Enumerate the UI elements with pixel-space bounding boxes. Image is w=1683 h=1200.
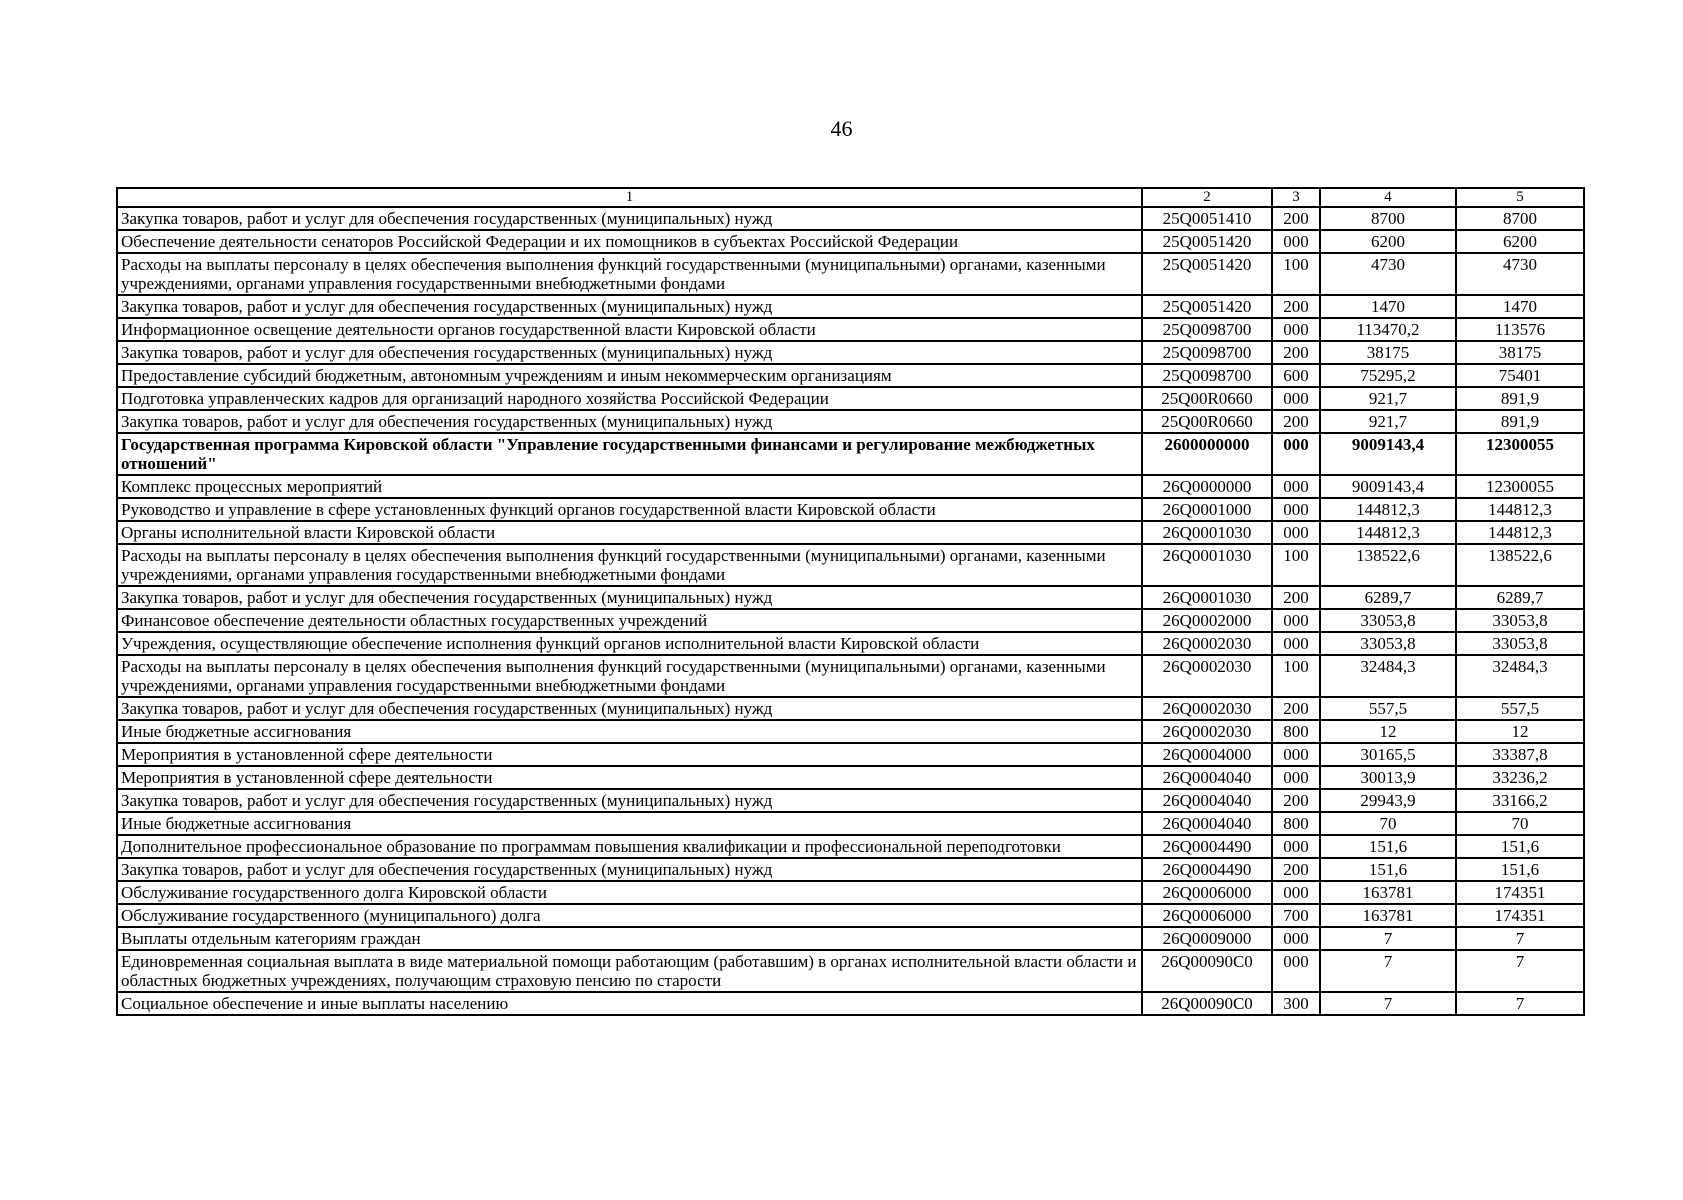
row-kvr-cell: 200 [1272, 789, 1320, 812]
table-row [117, 697, 1584, 720]
row-kvr-cell: 000 [1272, 766, 1320, 789]
row-code-cell: 25Q0051410 [1142, 207, 1272, 230]
row-value-1-cell: 7 [1320, 927, 1456, 950]
row-name-cell: Выплаты отдельным категориям граждан [117, 927, 1142, 950]
row-code-cell: 26Q0002030 [1142, 720, 1272, 743]
row-value-1-cell: 33053,8 [1320, 609, 1456, 632]
table-row [117, 433, 1584, 475]
row-code-cell: 26Q0001030 [1142, 521, 1272, 544]
row-name-cell: Финансовое обеспечение деятельности областных государственных учреждений [117, 609, 1142, 632]
table-row [117, 253, 1584, 295]
row-value-1-cell: 7 [1320, 950, 1456, 992]
row-name-cell: Закупка товаров, работ и услуг для обеспечения государственных (муниципальных) нужд [117, 410, 1142, 433]
row-value-1-cell: 33053,8 [1320, 632, 1456, 655]
row-value-1-cell: 113470,2 [1320, 318, 1456, 341]
row-value-2-cell: 38175 [1456, 341, 1584, 364]
row-code-cell: 25Q0098700 [1142, 341, 1272, 364]
table-row [117, 812, 1584, 835]
row-code-cell: 26Q0001030 [1142, 544, 1272, 586]
table-row [117, 881, 1584, 904]
row-value-1-cell: 6289,7 [1320, 586, 1456, 609]
table-row [117, 387, 1584, 410]
row-kvr-cell: 000 [1272, 927, 1320, 950]
row-code-cell: 26Q0004490 [1142, 835, 1272, 858]
row-value-2-cell: 33053,8 [1456, 632, 1584, 655]
row-kvr-cell: 000 [1272, 881, 1320, 904]
row-kvr-cell: 200 [1272, 341, 1320, 364]
table-row [117, 950, 1584, 992]
row-value-2-cell: 12300055 [1456, 433, 1584, 475]
row-name-cell: Обслуживание государственного долга Кировской области [117, 881, 1142, 904]
row-value-1-cell: 163781 [1320, 881, 1456, 904]
row-kvr-cell: 200 [1272, 410, 1320, 433]
row-code-cell: 26Q0002000 [1142, 609, 1272, 632]
row-value-2-cell: 891,9 [1456, 410, 1584, 433]
table-row [117, 207, 1584, 230]
row-name-cell: Закупка товаров, работ и услуг для обеспечения государственных (муниципальных) нужд [117, 697, 1142, 720]
row-value-1-cell: 921,7 [1320, 387, 1456, 410]
row-name-cell: Иные бюджетные ассигнования [117, 812, 1142, 835]
row-value-1-cell: 70 [1320, 812, 1456, 835]
row-value-1-cell: 30013,9 [1320, 766, 1456, 789]
row-value-1-cell: 32484,3 [1320, 655, 1456, 697]
row-kvr-cell: 800 [1272, 812, 1320, 835]
row-kvr-cell: 300 [1272, 992, 1320, 1015]
row-value-2-cell: 113576 [1456, 318, 1584, 341]
row-value-1-cell: 9009143,4 [1320, 475, 1456, 498]
row-code-cell: 26Q0009000 [1142, 927, 1272, 950]
row-code-cell: 25Q0051420 [1142, 230, 1272, 253]
row-kvr-cell: 000 [1272, 387, 1320, 410]
row-value-2-cell: 144812,3 [1456, 521, 1584, 544]
row-value-2-cell: 4730 [1456, 253, 1584, 295]
row-name-cell: Закупка товаров, работ и услуг для обеспечения государственных (муниципальных) нужд [117, 341, 1142, 364]
row-kvr-cell: 200 [1272, 295, 1320, 318]
row-value-2-cell: 174351 [1456, 881, 1584, 904]
row-name-cell: Социальное обеспечение и иные выплаты населению [117, 992, 1142, 1015]
row-value-1-cell: 151,6 [1320, 835, 1456, 858]
row-value-2-cell: 33166,2 [1456, 789, 1584, 812]
row-code-cell: 26Q00090C0 [1142, 950, 1272, 992]
row-name-cell: Закупка товаров, работ и услуг для обеспечения государственных (муниципальных) нужд [117, 586, 1142, 609]
row-name-cell: Закупка товаров, работ и услуг для обеспечения государственных (муниципальных) нужд [117, 858, 1142, 881]
row-code-cell: 26Q0002030 [1142, 632, 1272, 655]
table-row [117, 364, 1584, 387]
table-row [117, 927, 1584, 950]
row-value-1-cell: 4730 [1320, 253, 1456, 295]
table-row [117, 295, 1584, 318]
row-code-cell: 25Q00R0660 [1142, 387, 1272, 410]
table-row [117, 475, 1584, 498]
row-value-2-cell: 8700 [1456, 207, 1584, 230]
row-value-1-cell: 1470 [1320, 295, 1456, 318]
row-kvr-cell: 000 [1272, 318, 1320, 341]
table-row [117, 498, 1584, 521]
row-kvr-cell: 000 [1272, 632, 1320, 655]
row-name-cell: Расходы на выплаты персоналу в целях обеспечения выполнения функций государственными (муниципальными) органами, казенными учреждениями, органами управления государственными внебюджетными фондами [117, 253, 1142, 295]
row-code-cell: 26Q0001030 [1142, 586, 1272, 609]
row-value-1-cell: 30165,5 [1320, 743, 1456, 766]
row-name-cell: Учреждения, осуществляющие обеспечение исполнения функций органов исполнительной власти Кировской области [117, 632, 1142, 655]
row-code-cell: 26Q0002030 [1142, 697, 1272, 720]
row-kvr-cell: 200 [1272, 697, 1320, 720]
row-kvr-cell: 000 [1272, 521, 1320, 544]
row-kvr-cell: 200 [1272, 207, 1320, 230]
row-value-1-cell: 7 [1320, 992, 1456, 1015]
row-name-cell: Мероприятия в установленной сфере деятельности [117, 766, 1142, 789]
row-value-2-cell: 7 [1456, 992, 1584, 1015]
row-code-cell: 2600000000 [1142, 433, 1272, 475]
row-name-cell: Органы исполнительной власти Кировской области [117, 521, 1142, 544]
row-name-cell: Мероприятия в установленной сфере деятельности [117, 743, 1142, 766]
row-value-1-cell: 38175 [1320, 341, 1456, 364]
row-kvr-cell: 000 [1272, 743, 1320, 766]
header-cell-1: 1 [117, 188, 1142, 207]
row-kvr-cell: 800 [1272, 720, 1320, 743]
row-value-2-cell: 12 [1456, 720, 1584, 743]
row-value-1-cell: 29943,9 [1320, 789, 1456, 812]
row-value-1-cell: 163781 [1320, 904, 1456, 927]
row-name-cell: Расходы на выплаты персоналу в целях обеспечения выполнения функций государственными (муниципальными) органами, казенными учреждениями, органами управления государственными внебюджетными фондами [117, 655, 1142, 697]
table-row [117, 992, 1584, 1015]
row-value-1-cell: 6200 [1320, 230, 1456, 253]
row-kvr-cell: 000 [1272, 950, 1320, 992]
table-row [117, 904, 1584, 927]
row-code-cell: 26Q0004040 [1142, 766, 1272, 789]
table-row [117, 586, 1584, 609]
table-row [117, 789, 1584, 812]
header-cell-2: 2 [1142, 188, 1272, 207]
row-name-cell: Обслуживание государственного (муниципального) долга [117, 904, 1142, 927]
row-value-2-cell: 1470 [1456, 295, 1584, 318]
row-name-cell: Информационное освещение деятельности органов государственной власти Кировской области [117, 318, 1142, 341]
table-row [117, 521, 1584, 544]
row-code-cell: 26Q0000000 [1142, 475, 1272, 498]
row-kvr-cell: 000 [1272, 609, 1320, 632]
row-kvr-cell: 100 [1272, 655, 1320, 697]
row-name-cell: Обеспечение деятельности сенаторов Российской Федерации и их помощников в субъектах Российской Федерации [117, 230, 1142, 253]
table-row [117, 743, 1584, 766]
table-row [117, 230, 1584, 253]
row-code-cell: 26Q0004490 [1142, 858, 1272, 881]
row-code-cell: 26Q0006000 [1142, 904, 1272, 927]
row-code-cell: 26Q0001000 [1142, 498, 1272, 521]
row-code-cell: 25Q00R0660 [1142, 410, 1272, 433]
row-kvr-cell: 000 [1272, 498, 1320, 521]
row-name-cell: Комплекс процессных мероприятий [117, 475, 1142, 498]
row-value-2-cell: 70 [1456, 812, 1584, 835]
page-number: 46 [830, 116, 853, 141]
row-value-2-cell: 557,5 [1456, 697, 1584, 720]
row-value-1-cell: 151,6 [1320, 858, 1456, 881]
budget-table [116, 187, 1585, 1016]
row-value-2-cell: 33053,8 [1456, 609, 1584, 632]
row-name-cell: Руководство и управление в сфере установленных функций органов государственной власти Кировской области [117, 498, 1142, 521]
table-row [117, 835, 1584, 858]
row-value-1-cell: 12 [1320, 720, 1456, 743]
row-value-2-cell: 12300055 [1456, 475, 1584, 498]
table-row [117, 318, 1584, 341]
row-kvr-cell: 000 [1272, 835, 1320, 858]
row-value-2-cell: 7 [1456, 927, 1584, 950]
row-value-1-cell: 138522,6 [1320, 544, 1456, 586]
row-code-cell: 25Q0098700 [1142, 318, 1272, 341]
row-value-1-cell: 8700 [1320, 207, 1456, 230]
row-value-1-cell: 75295,2 [1320, 364, 1456, 387]
row-value-1-cell: 921,7 [1320, 410, 1456, 433]
row-code-cell: 25Q0051420 [1142, 253, 1272, 295]
row-name-cell: Единовременная социальная выплата в виде материальной помощи работающим (работавшим) в органах исполнительной власти области и областных бюджетных учреждениях, получающим страховую пенсию по старости [117, 950, 1142, 992]
row-value-2-cell: 33387,8 [1456, 743, 1584, 766]
row-value-2-cell: 151,6 [1456, 835, 1584, 858]
row-kvr-cell: 000 [1272, 475, 1320, 498]
row-code-cell: 26Q0004000 [1142, 743, 1272, 766]
table-header-row [117, 188, 1584, 207]
table-row [117, 609, 1584, 632]
row-value-2-cell: 6289,7 [1456, 586, 1584, 609]
row-value-1-cell: 9009143,4 [1320, 433, 1456, 475]
header-cell-5: 5 [1456, 188, 1584, 207]
row-name-cell: Закупка товаров, работ и услуг для обеспечения государственных (муниципальных) нужд [117, 789, 1142, 812]
table-row [117, 341, 1584, 364]
row-name-cell: Предоставление субсидий бюджетным, автономным учреждениям и иным некоммерческим организациям [117, 364, 1142, 387]
row-code-cell: 25Q0051420 [1142, 295, 1272, 318]
table-row [117, 544, 1584, 586]
row-value-2-cell: 6200 [1456, 230, 1584, 253]
row-name-cell: Закупка товаров, работ и услуг для обеспечения государственных (муниципальных) нужд [117, 295, 1142, 318]
table-row [117, 720, 1584, 743]
header-cell-3: 3 [1272, 188, 1320, 207]
row-kvr-cell: 100 [1272, 253, 1320, 295]
row-value-2-cell: 7 [1456, 950, 1584, 992]
row-kvr-cell: 000 [1272, 230, 1320, 253]
row-value-2-cell: 33236,2 [1456, 766, 1584, 789]
row-name-cell: Государственная программа Кировской области "Управление государственными финансами и регулирование межбюджетных отношений" [117, 433, 1142, 475]
row-value-1-cell: 144812,3 [1320, 498, 1456, 521]
row-value-2-cell: 75401 [1456, 364, 1584, 387]
row-code-cell: 25Q0098700 [1142, 364, 1272, 387]
row-kvr-cell: 100 [1272, 544, 1320, 586]
row-value-2-cell: 174351 [1456, 904, 1584, 927]
row-kvr-cell: 200 [1272, 858, 1320, 881]
row-code-cell: 26Q00090C0 [1142, 992, 1272, 1015]
row-value-1-cell: 144812,3 [1320, 521, 1456, 544]
row-name-cell: Дополнительное профессиональное образование по программам повышения квалификации и профессиональной переподготовки [117, 835, 1142, 858]
row-kvr-cell: 200 [1272, 586, 1320, 609]
row-value-1-cell: 557,5 [1320, 697, 1456, 720]
row-code-cell: 26Q0002030 [1142, 655, 1272, 697]
row-value-2-cell: 144812,3 [1456, 498, 1584, 521]
row-value-2-cell: 891,9 [1456, 387, 1584, 410]
row-value-2-cell: 151,6 [1456, 858, 1584, 881]
row-name-cell: Подготовка управленческих кадров для организаций народного хозяйства Российской Федерации [117, 387, 1142, 410]
row-name-cell: Иные бюджетные ассигнования [117, 720, 1142, 743]
row-kvr-cell: 700 [1272, 904, 1320, 927]
table-row [117, 858, 1584, 881]
table-row [117, 410, 1584, 433]
row-value-2-cell: 138522,6 [1456, 544, 1584, 586]
row-value-2-cell: 32484,3 [1456, 655, 1584, 697]
header-cell-4: 4 [1320, 188, 1456, 207]
row-code-cell: 26Q0006000 [1142, 881, 1272, 904]
row-kvr-cell: 600 [1272, 364, 1320, 387]
table-row [117, 632, 1584, 655]
row-kvr-cell: 000 [1272, 433, 1320, 475]
table-row [117, 655, 1584, 697]
row-code-cell: 26Q0004040 [1142, 812, 1272, 835]
row-name-cell: Закупка товаров, работ и услуг для обеспечения государственных (муниципальных) нужд [117, 207, 1142, 230]
table-row [117, 766, 1584, 789]
row-name-cell: Расходы на выплаты персоналу в целях обеспечения выполнения функций государственными (муниципальными) органами, казенными учреждениями, органами управления государственными внебюджетными фондами [117, 544, 1142, 586]
row-code-cell: 26Q0004040 [1142, 789, 1272, 812]
